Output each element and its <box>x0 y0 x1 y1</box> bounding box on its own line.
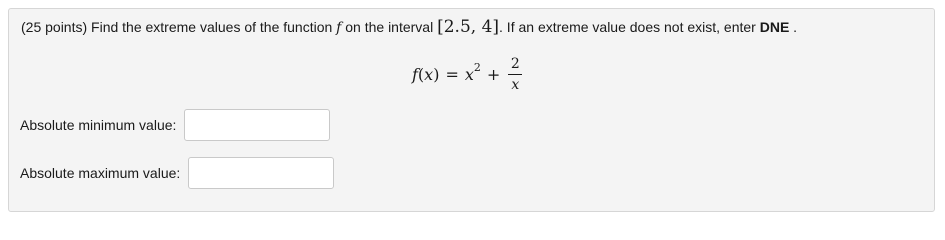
problem-panel <box>8 8 935 212</box>
equation-equals: = <box>445 64 459 84</box>
absolute-minimum-row <box>20 109 330 141</box>
function-symbol: f <box>336 20 342 36</box>
fraction-denominator: x <box>511 76 520 93</box>
equation-open-paren: ( <box>417 64 425 84</box>
fraction-bar <box>508 74 522 75</box>
function-equation <box>412 49 522 99</box>
interval: [2.5, 4] <box>437 17 500 37</box>
prompt-suffix: . If an extreme value does not exist, enter <box>499 19 760 35</box>
prompt-prefix: (25 points) Find the extreme values of the function <box>21 19 337 35</box>
problem-prompt <box>21 17 797 38</box>
equation-fraction <box>508 56 522 93</box>
equation-variable: x <box>424 64 434 84</box>
equation-exponent: 2 <box>473 60 481 74</box>
prompt-middle: on the interval <box>341 19 438 35</box>
equation-plus: + <box>486 64 501 84</box>
equation-term-variable: x <box>464 64 474 84</box>
prompt-end: . <box>789 19 798 35</box>
fraction-numerator: 2 <box>510 55 520 72</box>
absolute-maximum-input[interactable] <box>188 157 334 189</box>
dne-keyword: DNE <box>759 19 790 35</box>
absolute-minimum-input[interactable] <box>184 109 330 141</box>
equation-close-paren: ) <box>433 64 440 84</box>
equation-function-name: f <box>412 64 418 84</box>
absolute-maximum-row <box>20 157 334 189</box>
absolute-minimum-label: Absolute minimum value: <box>20 117 177 133</box>
absolute-maximum-label: Absolute maximum value: <box>20 165 181 181</box>
